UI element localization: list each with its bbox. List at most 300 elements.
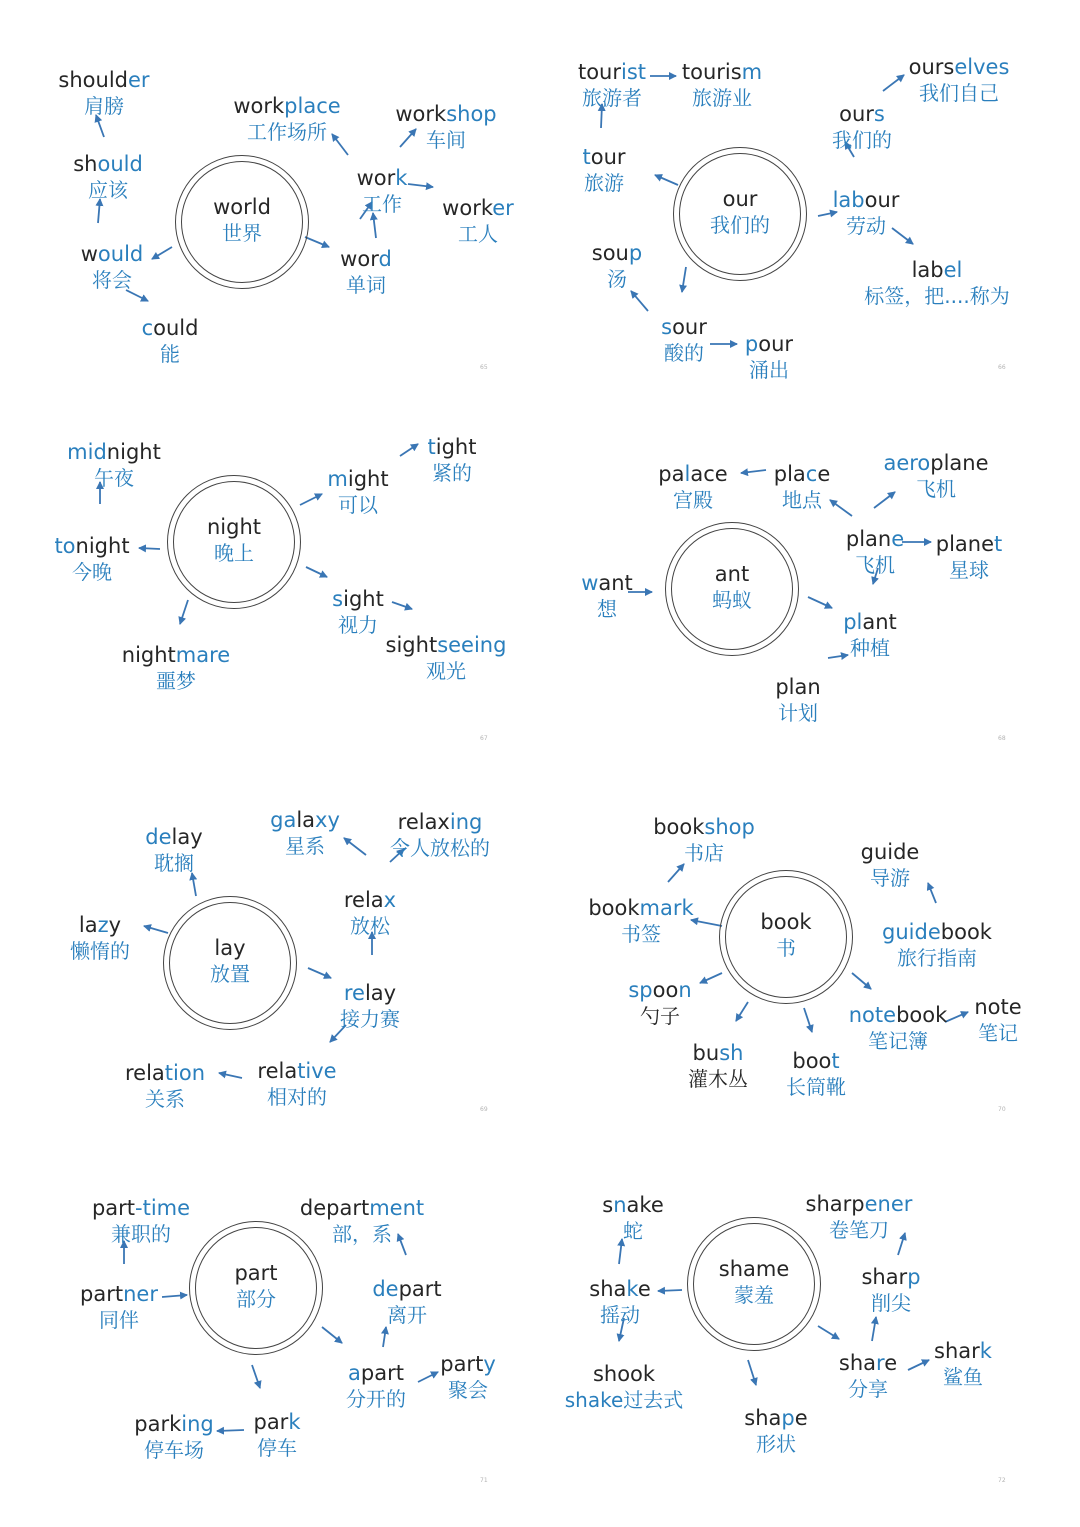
word-english xyxy=(534,1361,714,1387)
word-node-department xyxy=(272,1195,452,1247)
hub-meaning: 我们的 xyxy=(710,213,770,237)
word-part: la xyxy=(78,913,98,937)
word-english xyxy=(847,257,1027,283)
word-part-highlight: t xyxy=(582,145,591,169)
word-english xyxy=(769,1191,949,1217)
hub-english: book xyxy=(760,910,812,934)
word-part-highlight: er xyxy=(128,68,150,92)
word-node-relation xyxy=(75,1060,255,1112)
hub-word-world xyxy=(182,194,302,246)
word-meaning: 聚会 xyxy=(448,1378,488,1402)
word-english xyxy=(272,1195,452,1221)
word-meaning: 分享 xyxy=(848,1377,888,1401)
word-map-panel-night xyxy=(0,371,540,743)
word-meaning: 紧的 xyxy=(432,461,472,485)
hub-meaning: 书 xyxy=(776,936,796,960)
word-english xyxy=(356,101,536,127)
word-part-highlight: shop xyxy=(704,815,755,839)
word-meaning: 卷笔刀 xyxy=(829,1218,889,1242)
word-meaning: 旅行指南 xyxy=(897,946,977,970)
word-node-shake xyxy=(530,1276,710,1328)
word-part: plan xyxy=(775,675,821,699)
word-meaning: 离开 xyxy=(387,1303,427,1327)
arrow-night-5 xyxy=(306,567,327,577)
word-english xyxy=(772,101,952,127)
page-number: 68 xyxy=(998,735,1006,742)
word-part-highlight: a xyxy=(348,1361,361,1385)
word-part: book xyxy=(940,920,992,944)
word-part: ight xyxy=(343,587,384,611)
word-part-highlight: c xyxy=(141,316,154,340)
word-english xyxy=(847,919,1027,945)
word-meaning: 计划 xyxy=(778,701,818,725)
word-part: note xyxy=(974,995,1022,1019)
word-node-guidebook xyxy=(847,919,1027,971)
hub-word-part xyxy=(196,1260,316,1312)
word-node-would xyxy=(22,241,202,293)
word-part: ight xyxy=(435,435,477,459)
word-part: s xyxy=(602,1193,614,1217)
word-part-highlight: place xyxy=(284,94,341,118)
word-part-highlight: c xyxy=(805,462,818,486)
word-part: depart xyxy=(299,1196,370,1220)
word-part: lay xyxy=(364,981,397,1005)
arrow-book-5 xyxy=(852,973,871,989)
word-part: pla xyxy=(773,462,806,486)
word-part: wor xyxy=(340,247,379,271)
hub-word-book xyxy=(726,909,846,961)
word-english xyxy=(75,1060,255,1086)
word-english xyxy=(686,1405,866,1431)
word-node-workshop xyxy=(356,101,536,153)
word-meaning: 汤 xyxy=(607,267,627,291)
word-map-panel-world xyxy=(0,0,540,372)
word-meaning: 相对的 xyxy=(267,1085,327,1109)
word-node-shark xyxy=(873,1338,1053,1390)
word-english xyxy=(514,144,694,170)
word-node-partner xyxy=(29,1281,209,1333)
word-part: shar xyxy=(861,1265,908,1289)
word-node-workplace xyxy=(197,93,377,145)
word-english xyxy=(86,642,266,668)
word-english xyxy=(614,814,794,840)
word-meaning: 书签 xyxy=(621,922,661,946)
word-part: plane xyxy=(935,532,995,556)
hub-english: shame xyxy=(718,1257,790,1281)
word-meaning: 笔记簿 xyxy=(868,1029,928,1053)
word-node-ours xyxy=(772,101,952,153)
arrow-shame-4 xyxy=(818,1326,839,1339)
word-english xyxy=(570,977,750,1003)
word-part: guide xyxy=(860,840,920,864)
word-english xyxy=(24,439,204,465)
word-part: our xyxy=(864,188,900,212)
word-part: plane xyxy=(930,451,989,475)
word-part-highlight: y xyxy=(483,1352,496,1376)
word-part-highlight: note xyxy=(848,1003,897,1027)
arrow-our-4 xyxy=(631,291,648,311)
word-part: e xyxy=(794,1406,808,1430)
word-part: book xyxy=(588,896,640,920)
word-node-tonight xyxy=(2,533,182,585)
word-part-highlight: z xyxy=(97,913,109,937)
hub-meaning: 部分 xyxy=(236,1287,276,1311)
word-part-highlight: e xyxy=(891,527,905,551)
word-node-parking xyxy=(84,1411,264,1463)
word-english xyxy=(776,187,956,213)
word-node-midnight xyxy=(24,439,204,491)
word-part-highlight: to xyxy=(54,534,76,558)
word-part: e xyxy=(817,462,831,486)
word-part-highlight: t xyxy=(831,1049,840,1073)
hub-english: world xyxy=(213,195,271,219)
word-english xyxy=(276,246,456,272)
word-english xyxy=(873,1338,1053,1364)
word-part: y xyxy=(108,913,122,937)
word-meaning: 灌木丛 xyxy=(688,1067,748,1091)
word-part: wor xyxy=(356,166,396,190)
word-english xyxy=(22,241,202,267)
word-part: ant xyxy=(598,571,633,595)
word-part: ight xyxy=(347,467,389,491)
word-meaning: 停车场 xyxy=(144,1438,204,1462)
word-part: sha xyxy=(744,1406,782,1430)
word-part: ould xyxy=(153,316,199,340)
word-node-aeroplane xyxy=(846,450,1026,502)
word-part: plan xyxy=(845,527,892,551)
word-part-highlight: el xyxy=(943,258,963,282)
word-meaning: 观光 xyxy=(426,659,466,683)
word-meaning: 耽搁 xyxy=(154,851,194,875)
arrow-night-2 xyxy=(180,600,188,624)
word-node-sharp xyxy=(801,1264,981,1316)
word-meaning: 可以 xyxy=(338,493,378,517)
word-english xyxy=(356,632,536,658)
word-part-highlight: t xyxy=(427,435,436,459)
word-node-label xyxy=(847,257,1027,309)
hub-meaning: 晚上 xyxy=(214,541,254,565)
word-part: part xyxy=(440,1352,484,1376)
word-map-panel-part xyxy=(0,1113,540,1485)
word-english xyxy=(84,1411,264,1437)
page-number: 69 xyxy=(480,1106,488,1113)
word-meaning: 标签，把....称为 xyxy=(864,284,1010,308)
word-part-highlight: mare xyxy=(175,643,231,667)
word-english xyxy=(292,165,472,191)
hub-english: lay xyxy=(214,936,246,960)
word-english xyxy=(679,331,859,357)
word-node-tight xyxy=(362,434,542,486)
word-part: work xyxy=(442,196,493,220)
word-map-panel-our xyxy=(540,0,1080,382)
word-part-highlight: x xyxy=(383,888,397,912)
arrow-part-6 xyxy=(252,1365,260,1388)
word-part-highlight: n xyxy=(678,978,692,1002)
word-node-bookmark xyxy=(551,895,731,947)
word-english xyxy=(530,1276,710,1302)
word-english xyxy=(197,93,377,119)
word-meaning: 将会 xyxy=(92,268,132,292)
word-meaning: 兼职的 xyxy=(111,1222,171,1246)
word-node-ourselves xyxy=(869,54,1049,106)
word-part: sh xyxy=(73,152,98,176)
word-node-shape xyxy=(686,1405,866,1457)
word-meaning: 接力赛 xyxy=(340,1007,400,1031)
word-meaning: 停车 xyxy=(257,1436,297,1460)
word-node-part-time xyxy=(51,1195,231,1247)
word-node-relax xyxy=(280,887,460,939)
word-part: par xyxy=(253,1410,289,1434)
word-meaning: 今晚 xyxy=(72,560,112,584)
word-part: work xyxy=(233,94,285,118)
word-node-sight xyxy=(268,586,448,638)
word-english xyxy=(869,54,1049,80)
word-part-highlight: p xyxy=(628,241,643,265)
word-part: part xyxy=(91,1196,136,1220)
word-part-highlight: m xyxy=(327,467,348,491)
word-english xyxy=(268,586,448,612)
word-english xyxy=(879,531,1059,557)
word-part-highlight: k xyxy=(979,1339,992,1363)
word-part-highlight: s xyxy=(332,587,344,611)
arrow-ant-1 xyxy=(808,597,832,608)
word-meaning: 车间 xyxy=(426,128,466,152)
word-part: part xyxy=(360,1361,404,1385)
word-meaning: shake过去式 xyxy=(564,1388,684,1412)
word-meaning: 宫殿 xyxy=(673,488,713,512)
word-meaning: 摇动 xyxy=(600,1303,640,1327)
word-part: sight xyxy=(385,633,438,657)
word-node-plant xyxy=(780,609,960,661)
word-english xyxy=(632,59,812,85)
page-number: 70 xyxy=(998,1106,1006,1113)
word-node-plan xyxy=(708,674,888,726)
word-meaning: 旅游者 xyxy=(582,86,642,110)
word-part-highlight: aero xyxy=(883,451,931,475)
word-part-highlight: seeing xyxy=(437,633,507,657)
hub-meaning: 蒙羞 xyxy=(734,1283,774,1307)
word-node-word xyxy=(276,246,456,298)
word-part-highlight: mid xyxy=(67,440,107,464)
word-english xyxy=(708,674,888,700)
word-part-highlight: er xyxy=(492,196,514,220)
word-part-highlight: s xyxy=(661,315,673,339)
word-node-nightmare xyxy=(86,642,266,694)
word-meaning: 关系 xyxy=(145,1087,185,1111)
word-part: our xyxy=(839,102,874,126)
word-meaning: 懒惰的 xyxy=(70,939,130,963)
word-meaning: 种植 xyxy=(850,636,890,660)
word-part: pa xyxy=(658,462,685,486)
word-meaning: 旅游业 xyxy=(692,86,752,110)
word-english xyxy=(51,1195,231,1221)
word-part-highlight: guide xyxy=(882,920,941,944)
word-part-highlight: sp xyxy=(628,978,653,1002)
word-part-highlight: ing xyxy=(181,1412,214,1436)
page-number: 65 xyxy=(480,364,488,371)
word-meaning: 酸的 xyxy=(664,341,704,365)
word-node-party xyxy=(378,1351,558,1403)
arrow-lay-1 xyxy=(192,873,196,896)
word-part-highlight: k xyxy=(395,166,408,190)
word-part: ours xyxy=(908,55,955,79)
word-part: our xyxy=(758,332,794,356)
word-part: work xyxy=(395,102,447,126)
word-part-highlight: l xyxy=(684,462,691,486)
word-meaning: 我们的 xyxy=(832,128,892,152)
word-part-highlight: n xyxy=(613,1193,627,1217)
word-part-highlight: ener xyxy=(864,1192,913,1216)
word-english xyxy=(18,151,198,177)
word-part-highlight: xy xyxy=(315,808,340,832)
word-map-panel-book xyxy=(540,742,1080,1114)
word-part: lay xyxy=(171,825,203,849)
word-meaning: 单词 xyxy=(346,273,386,297)
arrow-part-3 xyxy=(383,1327,386,1347)
word-english xyxy=(350,809,530,835)
word-part: ake xyxy=(626,1193,664,1217)
word-meaning: 分开的 xyxy=(346,1387,406,1411)
word-meaning: 旅游 xyxy=(584,171,624,195)
word-part: our xyxy=(672,315,707,339)
word-english xyxy=(527,240,707,266)
hub-english: part xyxy=(234,1261,278,1285)
word-part: book xyxy=(896,1003,948,1027)
hub-english: our xyxy=(722,187,758,211)
word-english xyxy=(14,67,194,93)
word-meaning: 飞机 xyxy=(916,477,956,501)
word-node-want xyxy=(517,570,697,622)
word-english xyxy=(80,315,260,341)
word-part-highlight: s xyxy=(873,102,885,126)
word-meaning: 同伴 xyxy=(99,1308,139,1332)
word-meaning: 能 xyxy=(160,342,180,366)
word-node-tour xyxy=(514,144,694,196)
word-part: lab xyxy=(911,258,944,282)
arrow-lay-2 xyxy=(308,968,331,978)
word-english xyxy=(517,570,697,596)
word-meaning: 涌出 xyxy=(749,358,789,382)
word-meaning: 应该 xyxy=(88,178,128,202)
word-english xyxy=(801,1264,981,1290)
word-node-lazy xyxy=(10,912,190,964)
word-part-highlight: k xyxy=(626,1277,638,1301)
word-part-highlight: m xyxy=(741,60,763,84)
word-part: part xyxy=(80,1282,124,1306)
word-meaning: 地点 xyxy=(782,488,822,512)
hub-word-shame xyxy=(694,1256,814,1308)
word-part: park xyxy=(134,1412,182,1436)
word-part-highlight: ner xyxy=(123,1282,158,1306)
word-part-highlight: elves xyxy=(954,55,1010,79)
word-meaning: 噩梦 xyxy=(156,669,196,693)
word-meaning: 形状 xyxy=(756,1432,796,1456)
hub-meaning: 放置 xyxy=(210,962,250,986)
word-node-shoulder xyxy=(14,67,194,119)
word-meaning: 勺子 xyxy=(640,1004,680,1028)
word-meaning: 飞机 xyxy=(855,553,895,577)
word-part-highlight: ing xyxy=(449,810,483,834)
word-node-spoon xyxy=(570,977,750,1029)
arrow-part-2 xyxy=(322,1327,342,1343)
word-meaning: 削尖 xyxy=(871,1291,911,1315)
word-part: night xyxy=(121,643,176,667)
word-meaning: 导游 xyxy=(870,866,910,890)
word-node-planet xyxy=(879,531,1059,583)
word-meaning: 工作场所 xyxy=(247,120,327,144)
word-part: night xyxy=(75,534,130,558)
word-part: sharp xyxy=(805,1192,865,1216)
word-meaning: 放松 xyxy=(350,914,390,938)
word-part: ace xyxy=(690,462,728,486)
word-part-highlight: shop xyxy=(446,102,497,126)
word-meaning: 令人放松的 xyxy=(390,836,490,860)
word-part-highlight: pl xyxy=(843,610,863,634)
word-english xyxy=(280,887,460,913)
word-node-depart xyxy=(317,1276,497,1328)
hub-english: ant xyxy=(714,562,750,586)
word-english xyxy=(800,839,980,865)
word-english xyxy=(317,1276,497,1302)
word-meaning: 肩膀 xyxy=(84,94,124,118)
word-part: oo xyxy=(652,978,679,1002)
word-meaning: 星球 xyxy=(949,558,989,582)
word-part: rela xyxy=(124,1061,165,1085)
word-part: should xyxy=(58,68,128,92)
hub-english: night xyxy=(206,515,262,539)
word-part: rela xyxy=(257,1059,298,1083)
word-english xyxy=(362,434,542,460)
word-meaning: 蛇 xyxy=(623,1219,643,1243)
word-part: sha xyxy=(838,1351,876,1375)
word-node-guide xyxy=(800,839,980,891)
page-number: 67 xyxy=(480,735,488,742)
arrow-book-1 xyxy=(668,864,684,882)
word-part-highlight: tion xyxy=(164,1061,206,1085)
hub-word-night xyxy=(174,514,294,566)
word-part-highlight: p xyxy=(781,1406,795,1430)
word-part: touris xyxy=(681,60,742,84)
word-english xyxy=(908,994,1080,1020)
word-english xyxy=(551,895,731,921)
word-node-sightseeing xyxy=(356,632,536,684)
word-part-highlight: lab xyxy=(832,188,865,212)
word-meaning: 部，系 xyxy=(332,1222,392,1246)
word-part-highlight: sh xyxy=(719,1041,744,1065)
word-part-highlight: ment xyxy=(369,1196,425,1220)
word-part-highlight: d xyxy=(378,247,392,271)
word-part-highlight: r xyxy=(876,1351,885,1375)
word-part: book xyxy=(653,815,705,839)
word-part-highlight: tive xyxy=(297,1059,337,1083)
word-part: shar xyxy=(934,1339,980,1363)
word-part-highlight: ould xyxy=(97,152,143,176)
word-node-labour xyxy=(776,187,956,239)
word-node-could xyxy=(80,315,260,367)
word-part-highlight: k xyxy=(288,1410,301,1434)
word-node-boot xyxy=(726,1048,906,1100)
word-node-sharpener xyxy=(769,1191,949,1243)
word-part-highlight: ist xyxy=(621,60,647,84)
word-node-should xyxy=(18,151,198,203)
word-part: w xyxy=(80,242,98,266)
word-node-bookshop xyxy=(614,814,794,866)
word-part: night xyxy=(106,440,161,464)
word-node-soup xyxy=(527,240,707,292)
word-node-note xyxy=(908,994,1080,1046)
word-node-relay xyxy=(280,980,460,1032)
word-english xyxy=(2,533,182,559)
